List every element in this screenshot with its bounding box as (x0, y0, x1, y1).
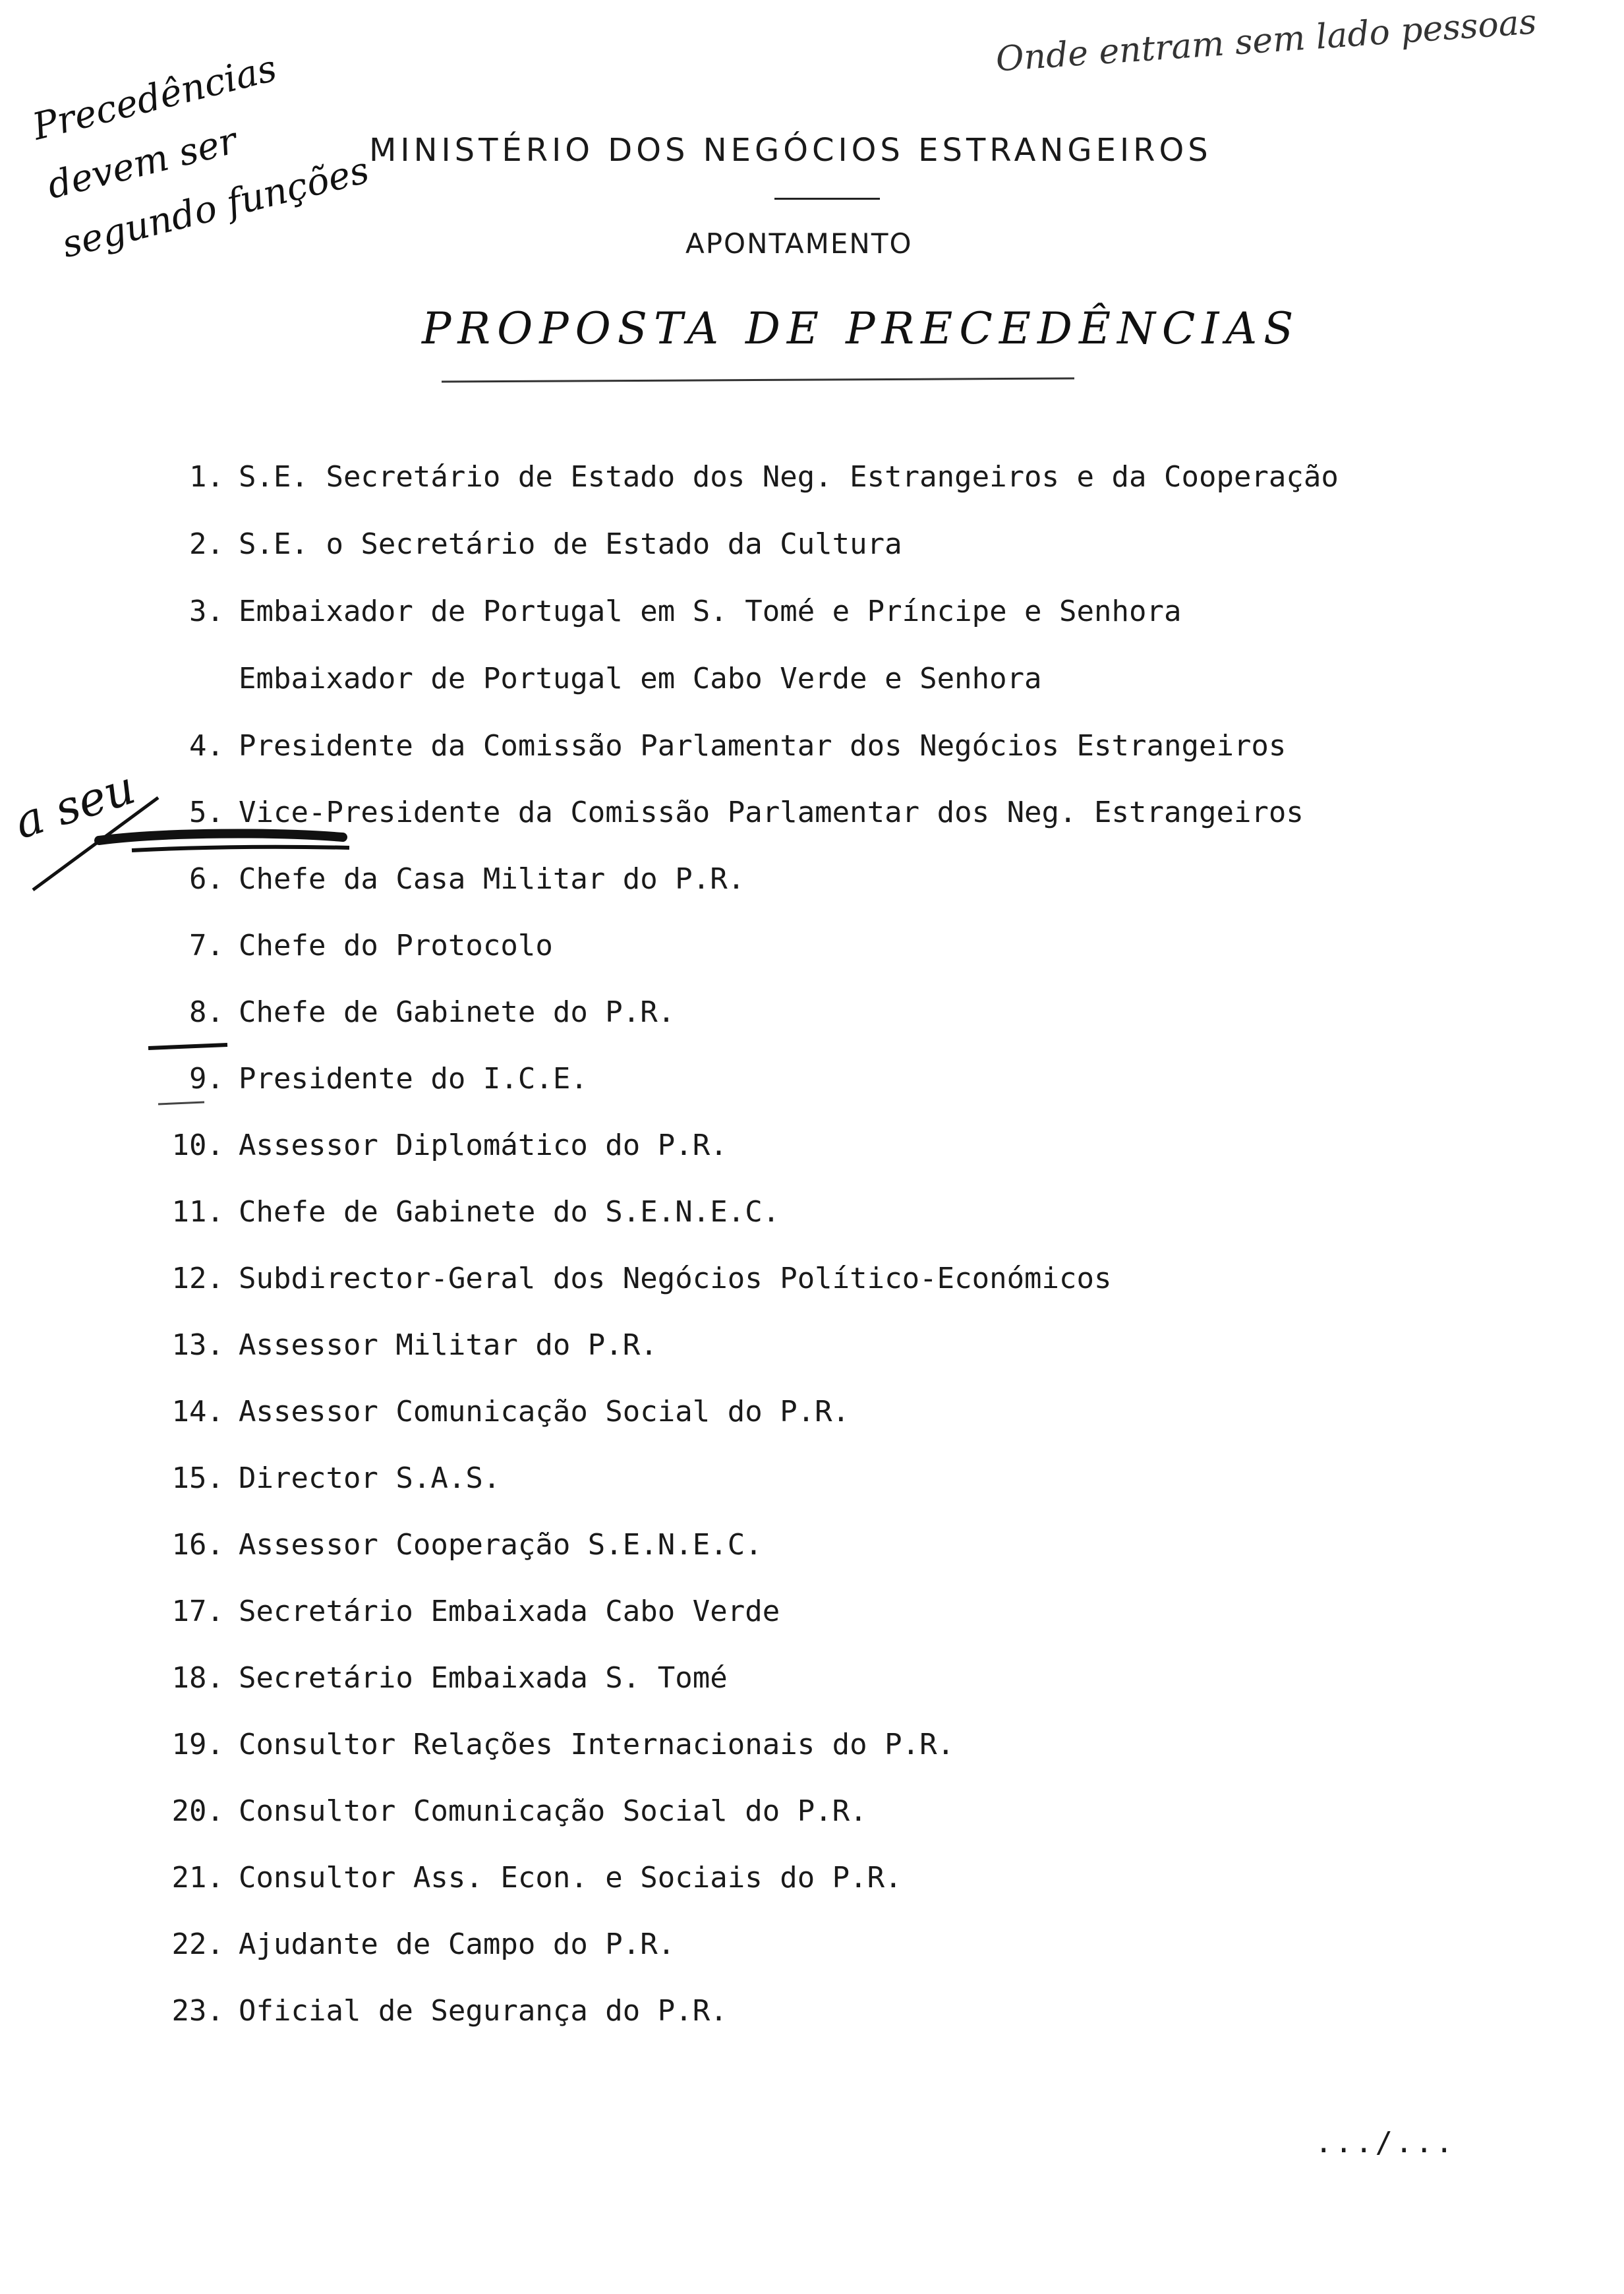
list-item: 22. Ajudante de Campo do P.R. (171, 1927, 676, 1961)
list-item: 9. Presidente do I.C.E. (189, 1062, 588, 1096)
list-item: 11. Chefe de Gabinete do S.E.N.E.C. (171, 1195, 780, 1229)
list-item: 3. Embaixador de Portugal em S. Tomé e Príncipe e Senhora (189, 595, 1182, 628)
list-item-continuation: Embaixador de Portugal em Cabo Verde e Senhora (239, 662, 1042, 695)
list-item: 15. Director S.A.S. (171, 1461, 501, 1495)
handwritten-note-top-right: Onde entram sem lado pessoas (994, 2, 1538, 80)
list-item: 6. Chefe da Casa Militar do P.R. (189, 862, 745, 896)
list-item: 16. Assessor Cooperação S.E.N.E.C. (171, 1528, 763, 1562)
heading-divider (774, 198, 880, 200)
handwritten-note-top-left: Precedências devem ser segundo funções (28, 47, 374, 267)
list-item: 5. Vice-Presidente da Comissão Parlamentar dos Neg. Estrangeiros (189, 796, 1304, 829)
list-item: 20. Consultor Comunicação Social do P.R. (171, 1794, 867, 1828)
list-item: 2. S.E. o Secretário de Estado da Cultura (189, 527, 902, 561)
handwritten-margin-note: a seu (7, 760, 142, 850)
list-item: 8. Chefe de Gabinete do P.R. (189, 995, 676, 1029)
list-item: 17. Secretário Embaixada Cabo Verde (171, 1595, 780, 1628)
list-item: 23. Oficial de Segurança do P.R. (171, 1994, 728, 2028)
ministry-heading: MINISTÉRIO DOS NEGÓCIOS ESTRANGEIROS (369, 132, 1212, 169)
list-item: 13. Assessor Militar do P.R. (171, 1328, 658, 1362)
list-item: 10. Assessor Diplomático do P.R. (171, 1129, 728, 1162)
list-item: 18. Secretário Embaixada S. Tomé (171, 1661, 728, 1695)
list-item: 12. Subdirector-Geral dos Negócios Político-Económicos (171, 1262, 1112, 1295)
list-item: 4. Presidente da Comissão Parlamentar dos Negócios Estrangeiros (189, 729, 1287, 763)
list-item: 21. Consultor Ass. Econ. e Sociais do P.R. (171, 1861, 902, 1895)
list-item: 19. Consultor Relações Internacionais do P.R. (171, 1728, 955, 1761)
list-item: 1. S.E. Secretário de Estado dos Neg. Estrangeiros e da Cooperação (189, 460, 1339, 494)
list-item: 14. Assessor Comunicação Social do P.R. (171, 1395, 850, 1428)
list-item: 7. Chefe do Protocolo (189, 929, 553, 962)
handwritten-title-underline (442, 377, 1074, 382)
handwritten-title: PROPOSTA DE PRECEDÊNCIAS (422, 303, 1300, 354)
continuation-mark: .../... (1315, 2126, 1456, 2160)
document-type-label: APONTAMENTO (685, 227, 913, 260)
